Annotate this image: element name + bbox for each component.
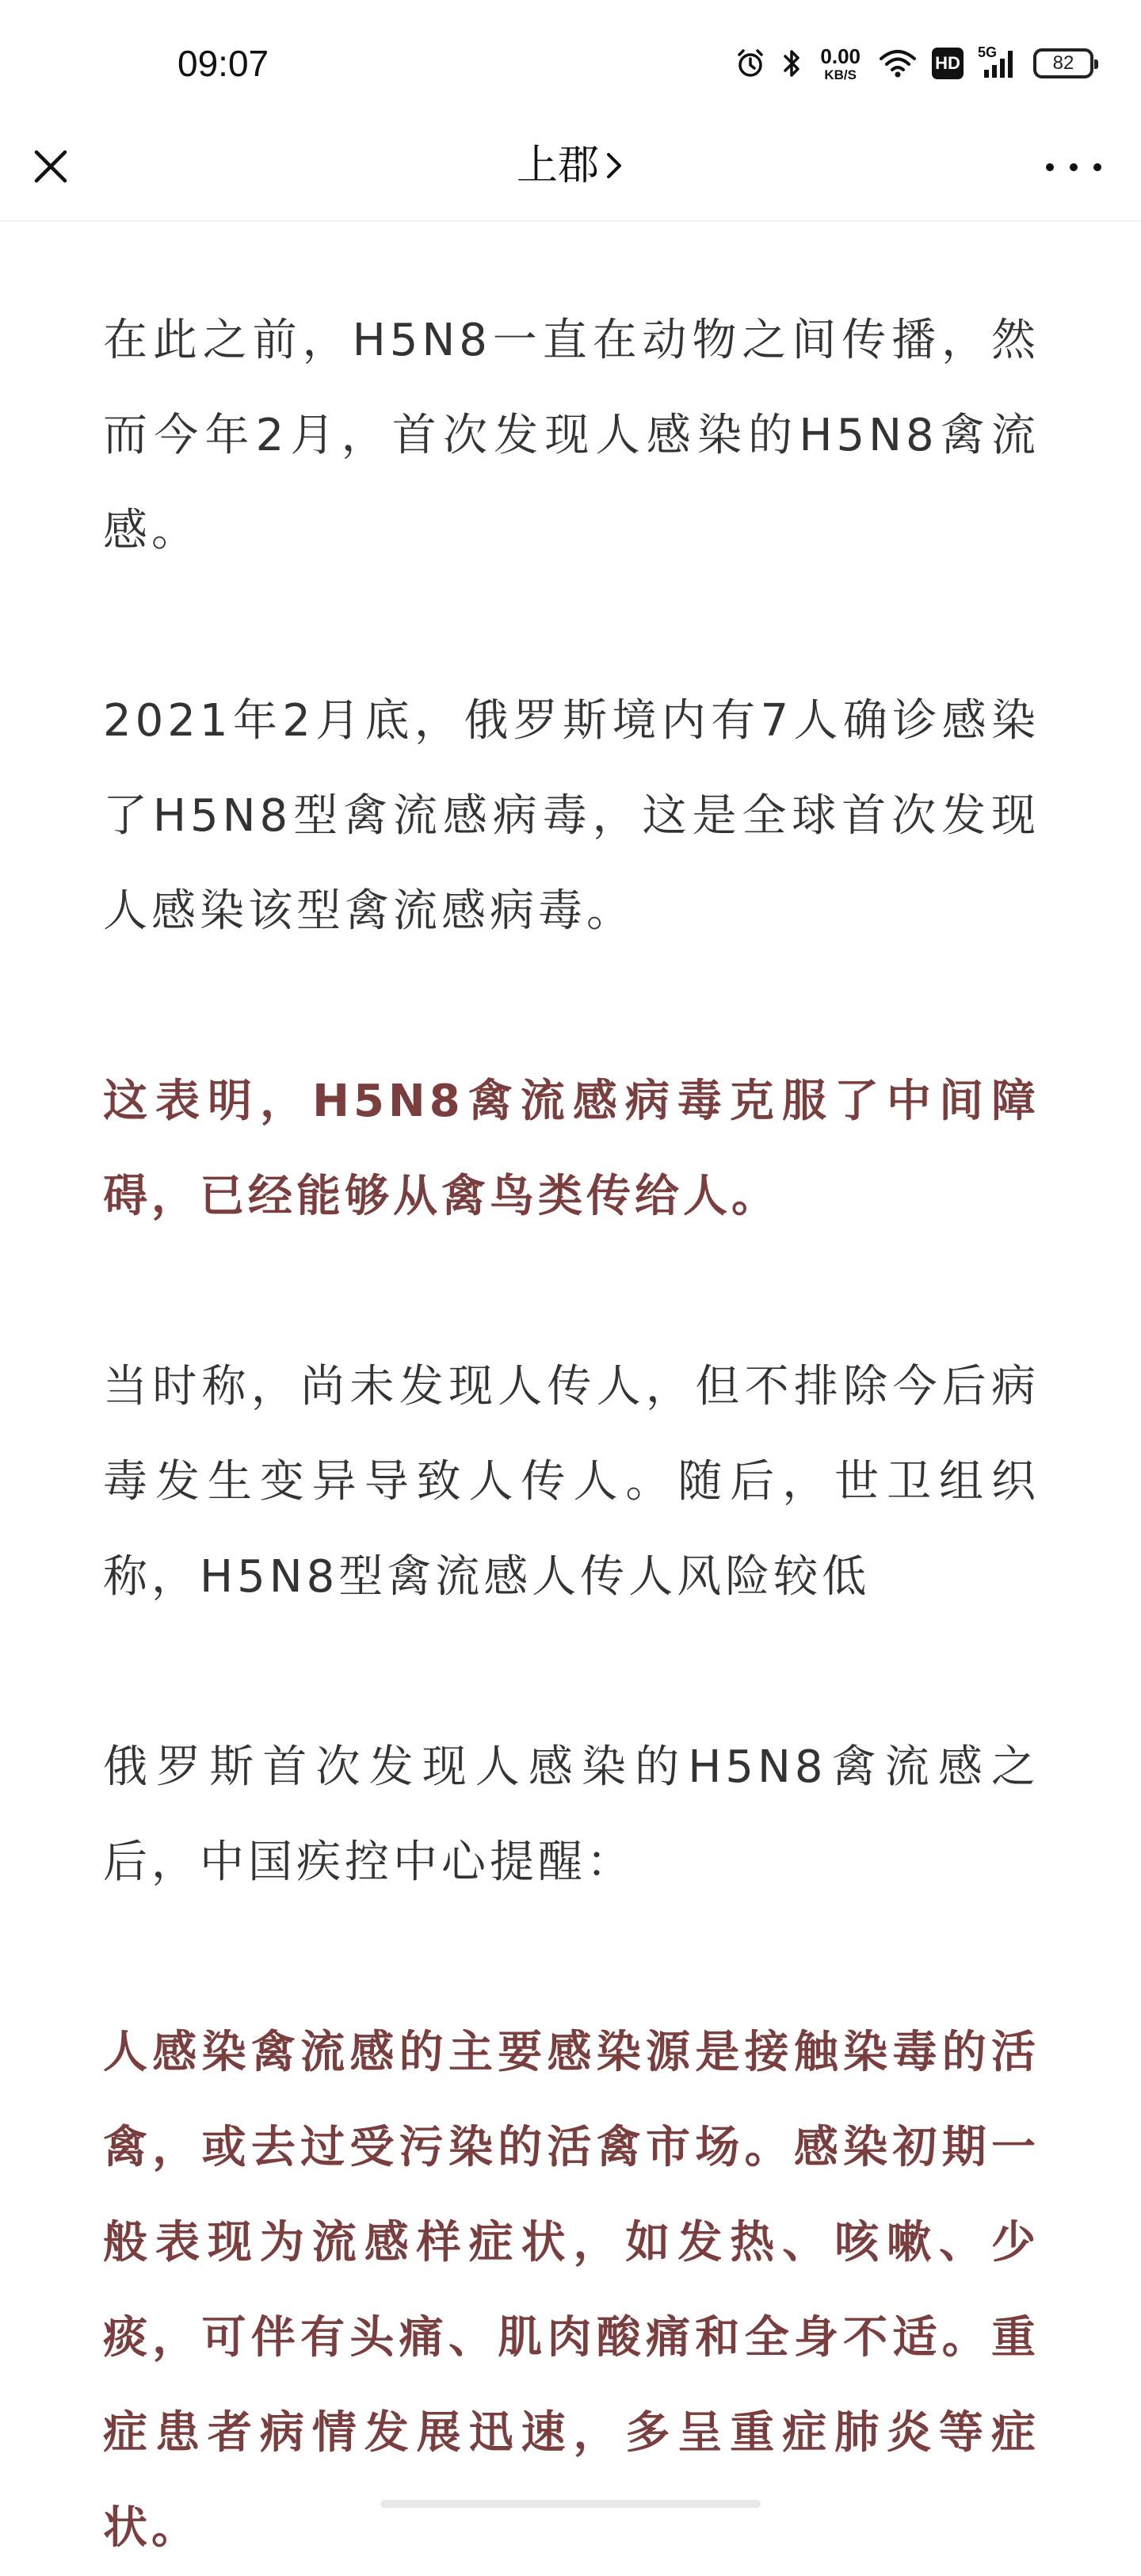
signal-label: 5G: [978, 44, 998, 60]
article-body: [103, 293, 1040, 2576]
paragraph-spacer: [103, 1910, 1040, 2005]
more-button[interactable]: [1046, 147, 1101, 187]
hd-icon: HD: [932, 48, 964, 79]
account-title: 上郡: [516, 142, 599, 189]
article-paragraph: 在此之前，H5N8一直在动物之间传播，然而今年2月，首次发现人感染的H5N8禽流感。: [103, 315, 1040, 556]
more-icon-dot: [1093, 163, 1101, 171]
chevron-right-icon: [604, 140, 624, 196]
more-icon-dot: [1070, 163, 1078, 171]
status-bar: [0, 0, 1141, 111]
wifi-icon: [878, 48, 918, 79]
article-highlight-paragraph: 人感染禽流感的主要感染源是接触染毒的活禽，或去过受污染的活禽市场。感染初期一般表现为流感样症状，如发热、咳嗽、少痰，可伴有头痛、肌肉酸痛和全身不适。重症患者病情发展迅速，多呈重症肺炎等症状。: [103, 2027, 1040, 2554]
signal-5g-icon: [978, 44, 1019, 79]
bluetooth-icon: [780, 48, 803, 79]
article-paragraph: 当时称，尚未发现人传人，但不排除今后病毒发生变异导致人传人。随后，世卫组织称，H5N8型禽流感人传人风险较低: [103, 1361, 1040, 1603]
paragraph-spacer: [103, 579, 1040, 674]
network-speed-value: 0.00: [820, 44, 861, 68]
paragraph-spacer: [103, 959, 1040, 1054]
network-speed: [820, 46, 861, 82]
more-icon-dot: [1046, 163, 1054, 171]
paragraph-spacer: [103, 1625, 1040, 1720]
article-paragraph: 2021年2月底，俄罗斯境内有7人确诊感染了H5N8型禽流感病毒，这是全球首次发现人感染该型禽流感病毒。: [103, 695, 1040, 937]
status-icons: [735, 40, 1093, 87]
battery-icon: 82: [1033, 48, 1093, 78]
nav-bar: [0, 111, 1141, 222]
alarm-icon: [735, 48, 766, 79]
account-title-link[interactable]: [0, 138, 1141, 196]
article-paragraph: 俄罗斯首次发现人感染的H5N8禽流感之后，中国疾控中心提醒：: [103, 1741, 1040, 1888]
network-speed-unit: KB/S: [824, 67, 857, 82]
home-indicator[interactable]: [380, 2500, 761, 2508]
paragraph-spacer: [103, 1244, 1040, 1340]
status-time: 09:07: [177, 43, 269, 84]
article-highlight-paragraph: 这表明，H5N8禽流感病毒克服了中间障碍，已经能够从禽鸟类传给人。: [103, 1076, 1040, 1222]
